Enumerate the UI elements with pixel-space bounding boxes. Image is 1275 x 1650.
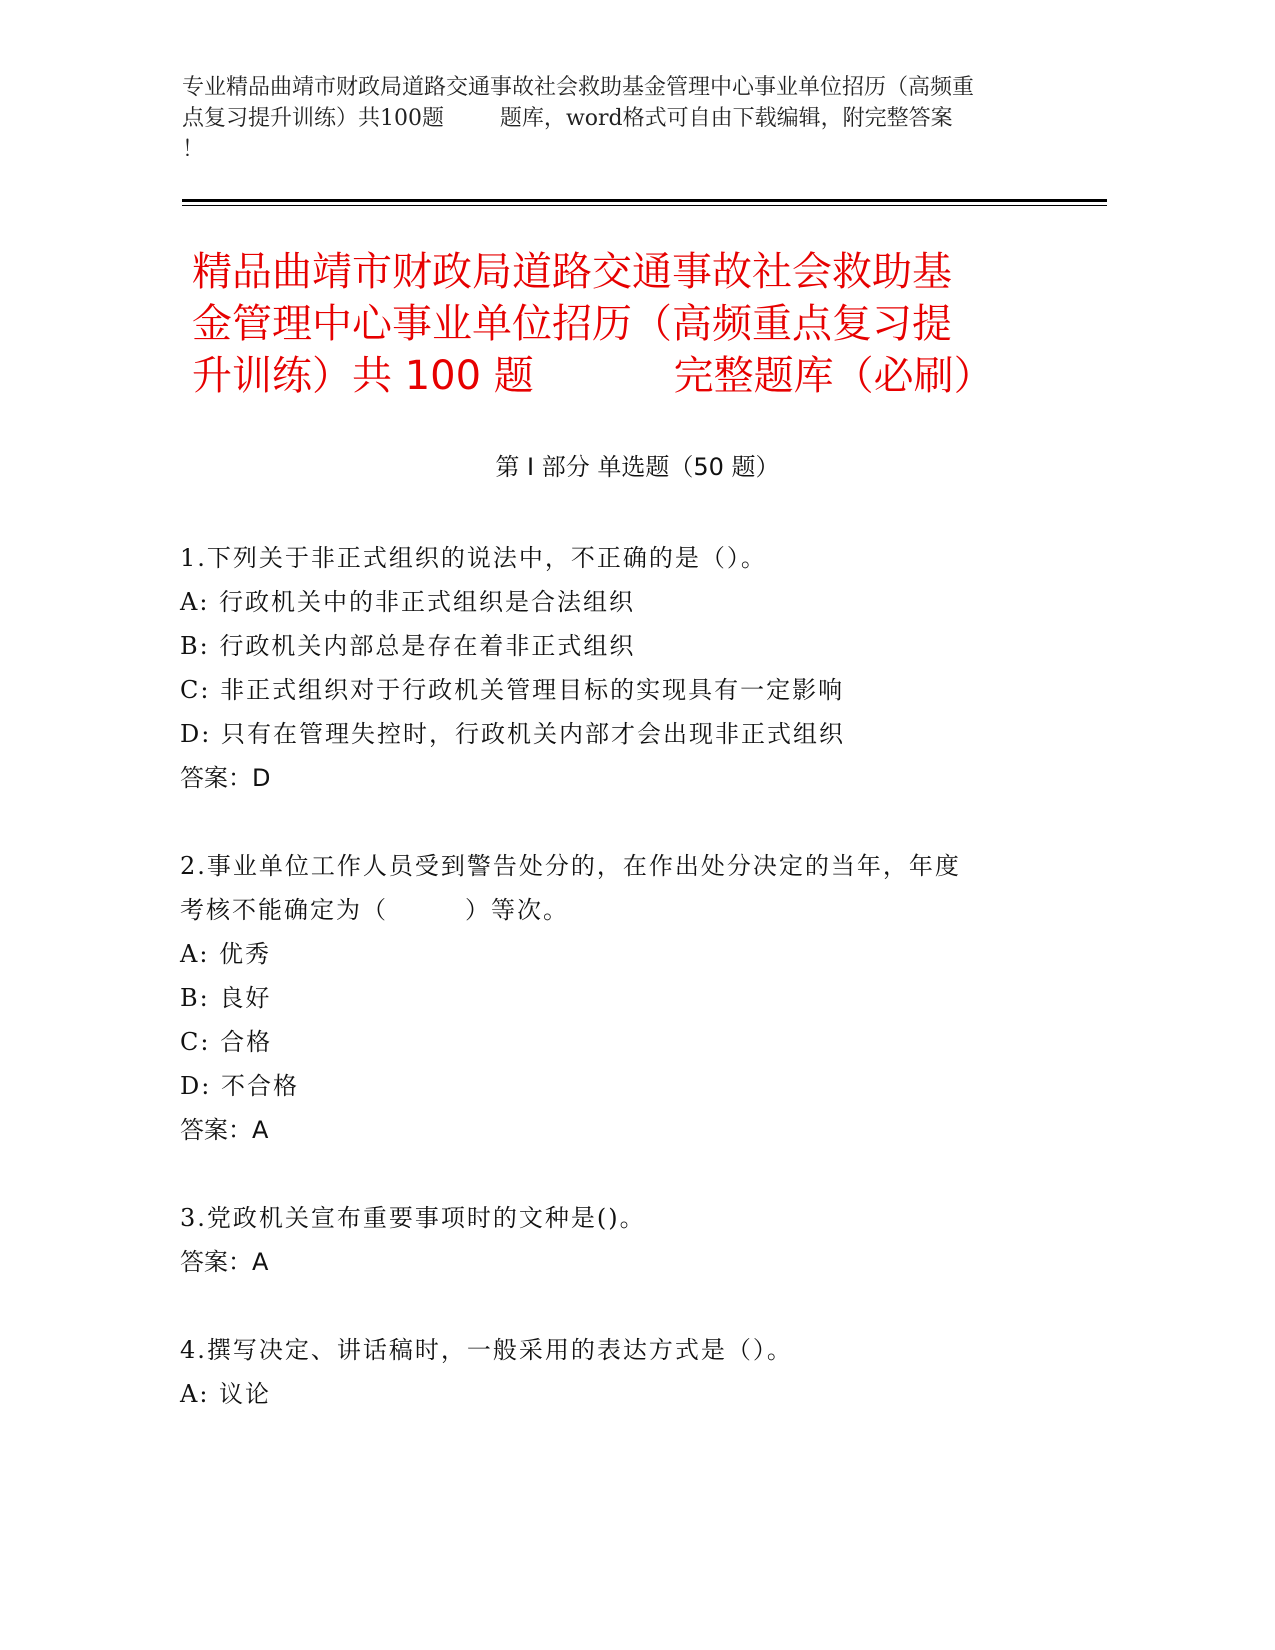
option-d: D: 不合格: [180, 1072, 299, 1100]
question-stem: 3.党政机关宣布重要事项时的文种是()。: [180, 1204, 646, 1232]
header-divider-thin: [182, 205, 1107, 206]
title-line: 金管理中心事业单位招历（高频重点复习提: [192, 301, 952, 347]
header-line: 专业精品曲靖市财政局道路交通事故社会救助基金管理中心事业单位招历（高频重: [182, 75, 975, 100]
question-1: [180, 536, 1080, 800]
answer-label: 答案：A: [180, 1248, 269, 1276]
option-a: A: 优秀: [180, 940, 272, 968]
question-stem: 考核不能确定为（ ）等次。: [180, 896, 570, 924]
answer-label: 答案：D: [180, 764, 271, 792]
section-heading: 第 I 部分 单选题（50 题）: [495, 453, 780, 481]
header-line: 点复习提升训练）共100题 题库，word格式可自由下载编辑，附完整答案: [182, 106, 953, 131]
option-c: C: 合格: [180, 1028, 273, 1056]
question-stem: 1.下列关于非正式组织的说法中，不正确的是（）。: [180, 544, 767, 572]
option-a: A: 行政机关中的非正式组织是合法组织: [180, 588, 636, 616]
option-b: B: 良好: [180, 984, 272, 1012]
option-a: A: 议论: [180, 1380, 272, 1408]
option-d: D: 只有在管理失控时，行政机关内部才会出现非正式组织: [180, 720, 845, 748]
question-2: [180, 844, 1080, 1152]
title-line: 升训练）共 100 题 完整题库（必刷）: [192, 353, 994, 399]
option-b: B: 行政机关内部总是存在着非正式组织: [180, 632, 636, 660]
title-line: 精品曲靖市财政局道路交通事故社会救助基: [192, 249, 952, 295]
option-c: C: 非正式组织对于行政机关管理目标的实现具有一定影响: [180, 676, 845, 704]
document-title: [192, 246, 1092, 402]
question-stem: 2.事业单位工作人员受到警告处分的，在作出处分决定的当年，年度: [180, 852, 961, 880]
header-divider: [182, 199, 1107, 202]
question-list: [180, 536, 1080, 1460]
page-header: [182, 72, 1062, 165]
question-stem: 4.撰写决定、讲话稿时，一般采用的表达方式是（）。: [180, 1336, 793, 1364]
header-line: ！: [182, 137, 205, 162]
question-4: [180, 1328, 1080, 1416]
answer-label: 答案：A: [180, 1116, 269, 1144]
question-3: [180, 1196, 1080, 1284]
